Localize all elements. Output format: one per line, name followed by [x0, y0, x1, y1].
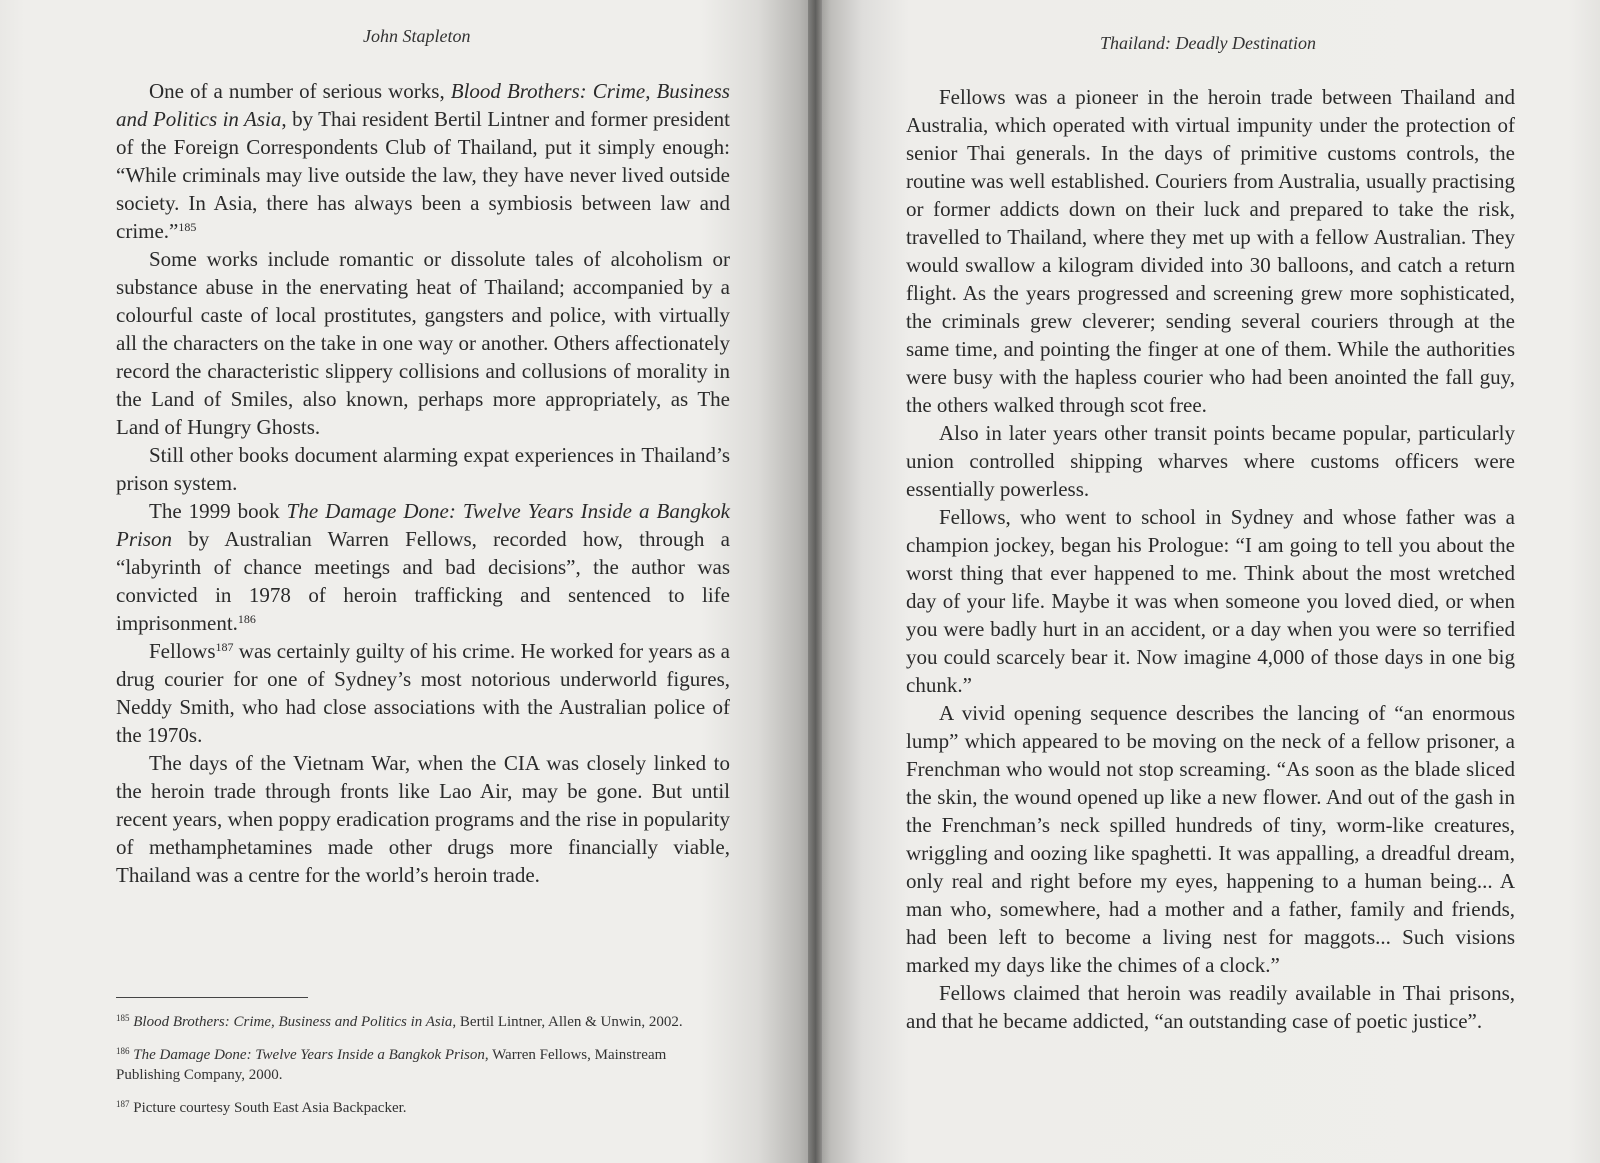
paragraph: Fellows, who went to school in Sydney and whose father was a champion jockey, began his Prologue: “I am going to tell you about the worst thing that ever happened to me. Think about the most wretched day of your life. Maybe it was when someone you loved died, or when you were badly hurt in an accident, or a day when you were so terrified you could scarcely bear it. Now imagine 4,000 of those days in one big chunk.” [906, 505, 1515, 697]
text-run: , Bertil Lintner, Allen & Unwin, 2002. [452, 1014, 683, 1030]
text-run: Picture courtesy South East Asia Backpacker. [133, 1100, 407, 1116]
paragraph: Also in later years other transit points became popular, particularly union controlled shipping wharves where customs officers were essentially powerless. [906, 421, 1515, 501]
text-run: was certainly guilty of his crime. He worked for years as a drug courier for one of Sydney’s most notorious underworld figures, Neddy Smith, who had close associations with the Australian police of the 1970s. [116, 639, 730, 747]
paragraph: A vivid opening sequence describes the lancing of “an enormous lump” which appeared to be moving on the neck of a fellow prisoner, a Frenchman who would not stop screaming. “As soon as the blade sliced the skin, the wound opened up like a new flower. And out of the gash in the Frenchman’s neck spilled hundreds of tiny, worm-like creatures, wriggling and oozing like spaghetti. It was appalling, a dreadful dream, only real and right before my eyes, happening to a human being... A man who, somewhere, had a mother and a father, family and friends, had been left to become a living nest for maggots... Such visions marked my days like the chimes of a clock.” [906, 701, 1515, 977]
footnote-ref: 186 [237, 612, 256, 626]
paragraph: Still other books document alarming expat experiences in Thailand’s prison system. [116, 443, 730, 495]
right-running-head: Thailand: Deadly Destination [1100, 33, 1316, 53]
right-body-text [906, 83, 1515, 1035]
footnote-number: 187 [116, 1099, 130, 1109]
left-running-head: John Stapleton [363, 26, 471, 46]
right-page [815, 0, 1600, 1163]
paragraph: Fellows was a pioneer in the heroin trade between Thailand and Australia, which operated with virtual impunity under the protection of senior Thai generals. In the days of primitive customs controls, the routine was well established. Couriers from Australia, usually practising or former addicts down on their luck and prepared to take the risk, travelled to Thailand, where they met up with a fellow Australian. They would swallow a kilogram divided into 30 balloons, and catch a return flight. As the years progressed and screening grew more sophisticated, the criminals grew cleverer; sending several couriers through at the same time, and pointing the finger at one of them. While the authorities were busy with the hapless courier who had been anointed the fall guy, the others walked through scot free. [906, 85, 1515, 417]
paragraph [116, 637, 730, 749]
text-run: The 1999 book [149, 499, 287, 523]
paragraph [116, 497, 730, 637]
footnote-186 [116, 1045, 730, 1085]
text-run: Fellows [149, 639, 216, 663]
paragraph: The days of the Vietnam War, when the CIA was closely linked to the heroin trade through fronts like Lao Air, may be gone. But until recent years, when poppy eradication programs and the rise in popularity of methamphetamines made other drugs more financially viable, Thailand was a centre for the world’s heroin trade. [116, 751, 730, 887]
footnote-number: 185 [116, 1013, 130, 1023]
book-title: Blood Brothers: Crime, Business and Politics in Asia [116, 79, 730, 131]
paragraph: Some works include romantic or dissolute tales of alcoholism or substance abuse in the enervating heat of Thailand; accompanied by a colourful caste of local prostitutes, gangsters and police, with virtually all the characters on the take in one way or another. Others affectionately record the characteristic slippery collisions and collusions of morality in the Land of Smiles, also known, perhaps more appropriately, as The Land of Hungry Ghosts. [116, 247, 730, 439]
text-run: by Australian Warren Fellows, recorded how, through a “labyrinth of chance meetings and bad decisions”, the author was convicted in 1978 of heroin trafficking and sentenced to life imprisonment. [116, 527, 730, 635]
text-run: One of a number of serious works, [149, 79, 451, 103]
footnote-ref: 185 [178, 220, 197, 234]
book-title: The Damage Done: Twelve Years Inside a Bangkok Prison [116, 499, 730, 551]
footnote-number: 186 [116, 1046, 130, 1056]
text-run: , Warren Fellows, Mainstream Publishing Company, 2000. [116, 1047, 667, 1083]
footnote-185 [116, 1012, 730, 1032]
book-title: The Damage Done: Twelve Years Inside a Bangkok Prison [133, 1047, 485, 1063]
book-title: Blood Brothers: Crime, Business and Politics in Asia [133, 1014, 453, 1030]
paragraph: Fellows claimed that heroin was readily available in Thai prisons, and that he became addicted, “an outstanding case of poetic justice”. [906, 981, 1515, 1033]
footnote-187 [116, 1098, 730, 1118]
footnote-divider [116, 997, 308, 998]
book-gutter [808, 0, 822, 1163]
footnote-ref: 187 [215, 640, 234, 654]
left-body-text [116, 77, 730, 889]
text-run: , by Thai resident Bertil Lintner and former president of the Foreign Correspondents Club of Thailand, put it simply enough: “While criminals may live outside the law, they have never lived outside society. In Asia, there has always been a symbiosis between law and crime.” [116, 107, 730, 243]
paragraph [116, 77, 730, 245]
footnotes [116, 1012, 730, 1131]
